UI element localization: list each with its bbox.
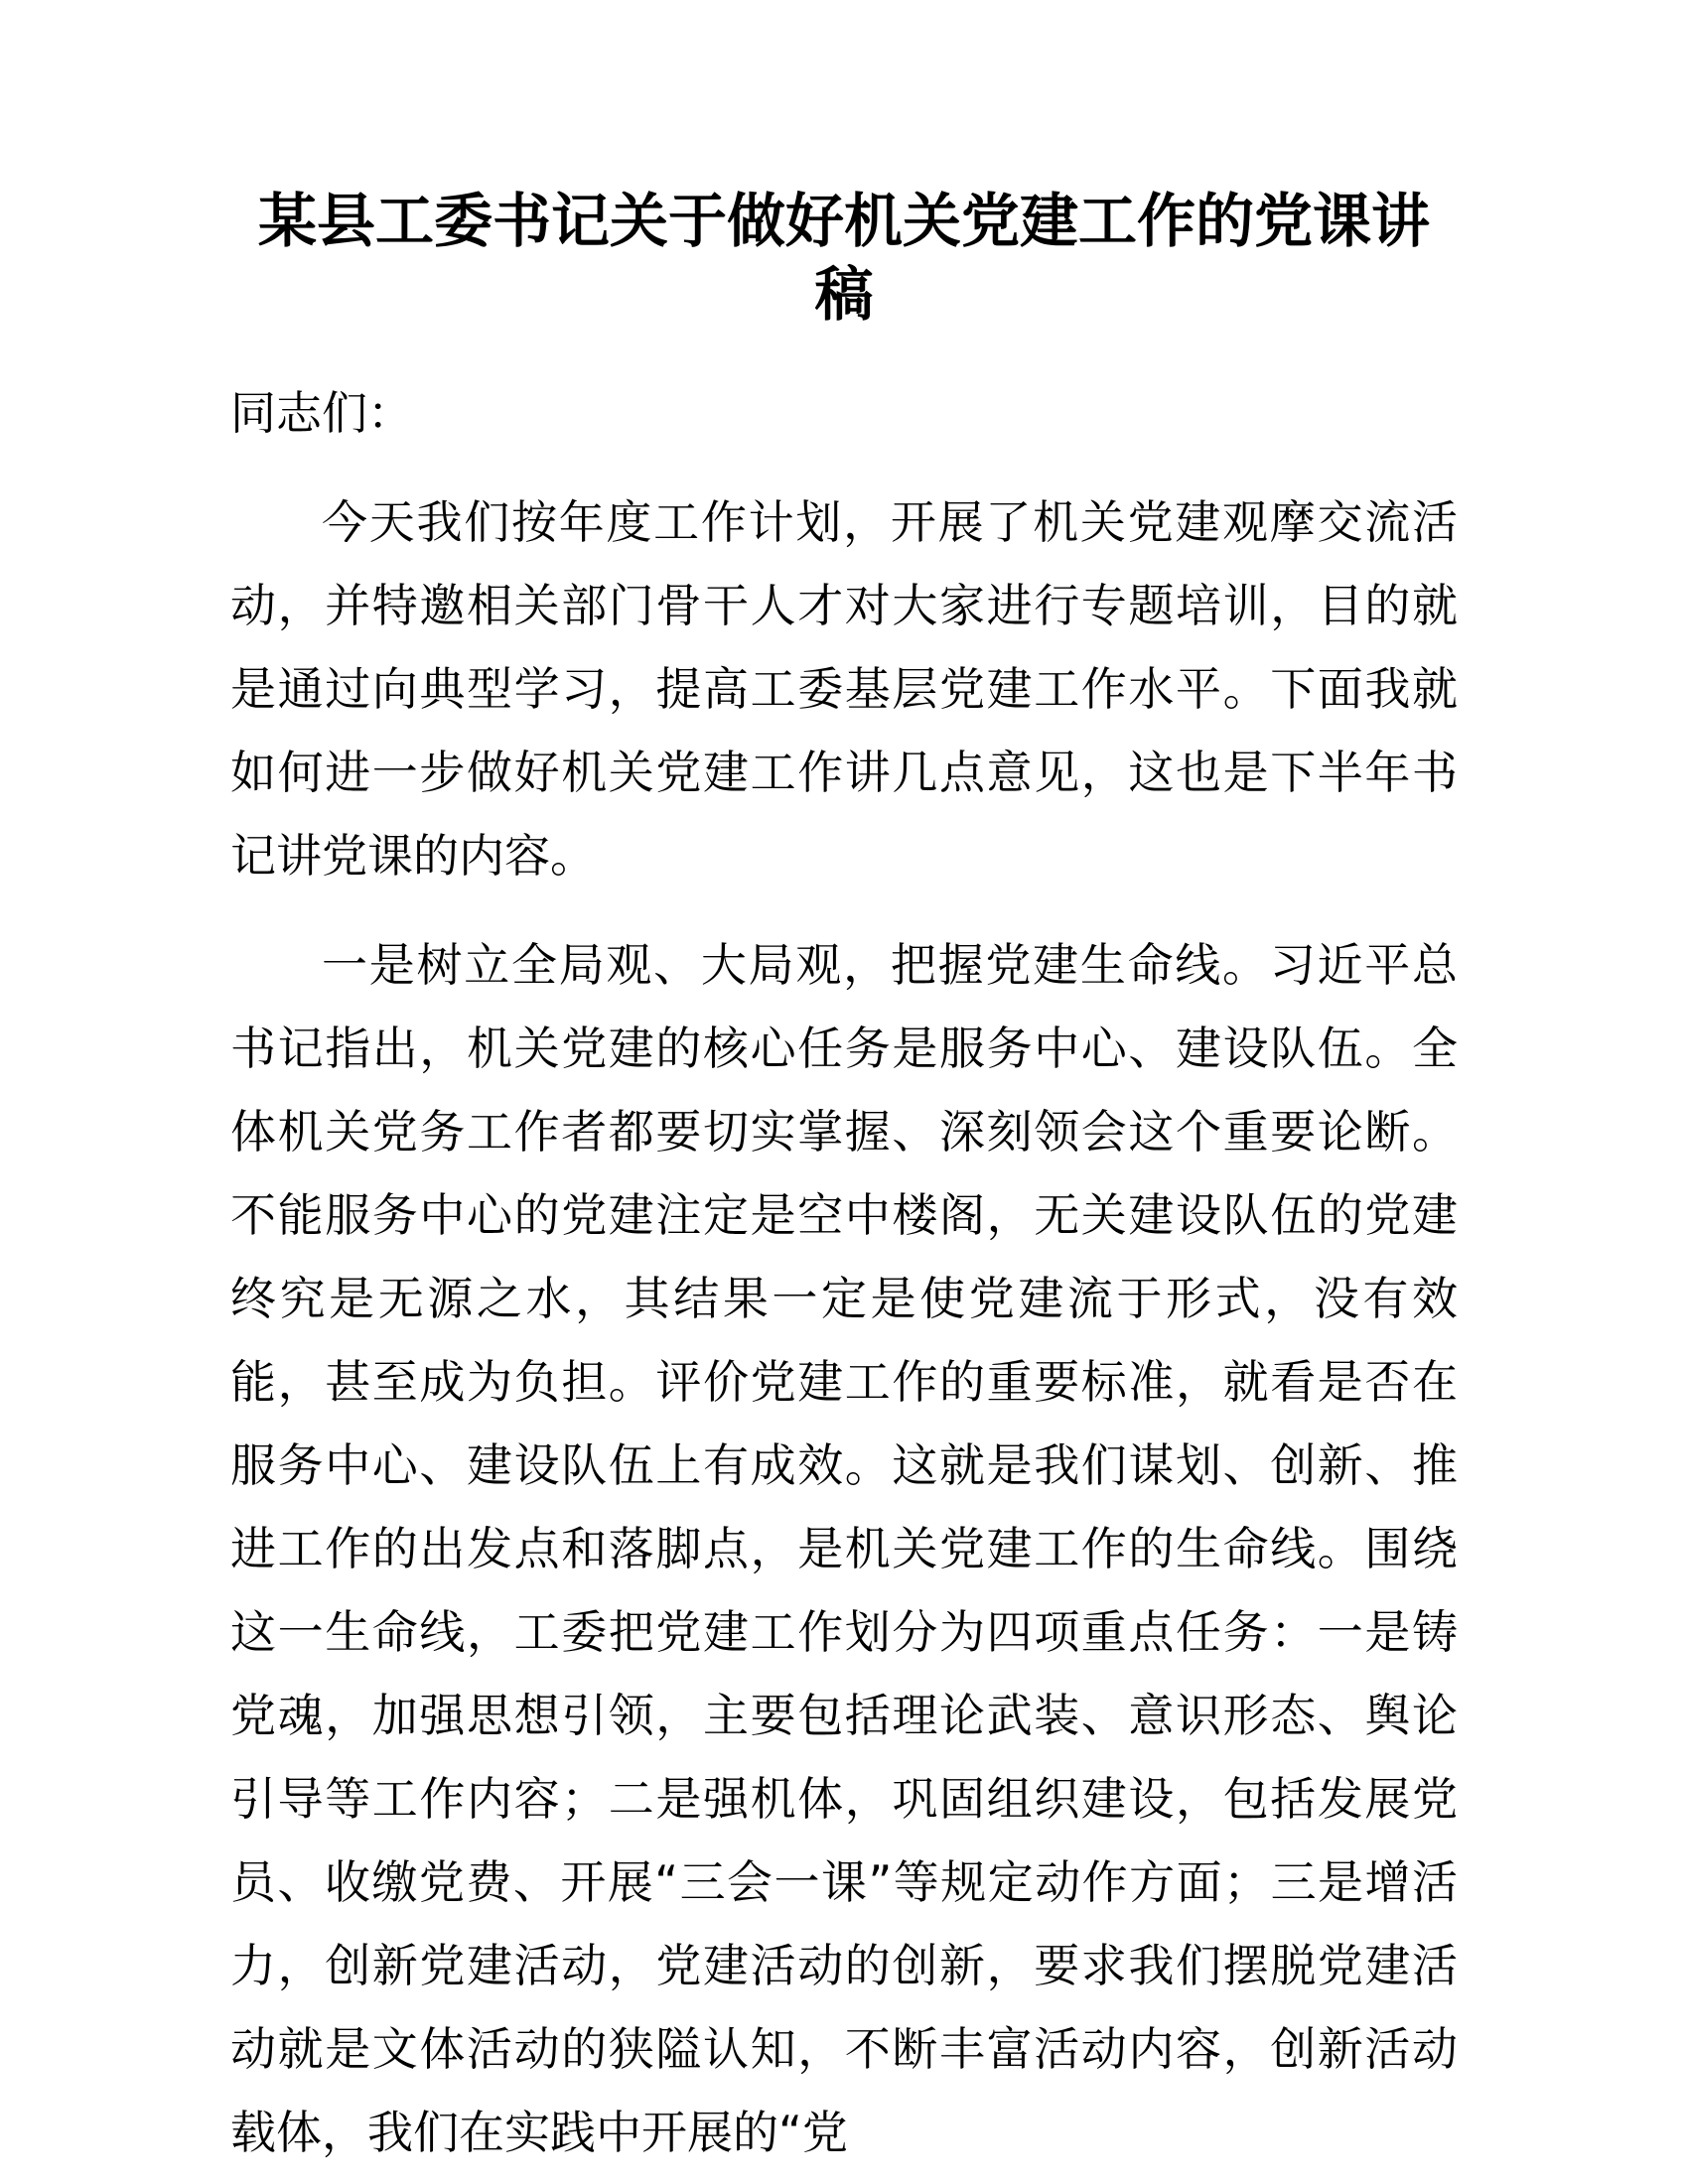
- page-title: 某县工委书记关于做好机关党建工作的党课讲稿: [257, 187, 1430, 329]
- paragraph-1: 今天我们按年度工作计划，开展了机关党建观摩交流活动，并特邀相关部门骨干人才对大家进行专题培训，目的就是通过向典型学习，提高工委基层党建工作水平。下面我就如何进一步做好机关党建工作讲几点意见，这也是下半年书记讲党课的内容。: [230, 495, 1458, 883]
- salutation-line: 同志们：: [230, 386, 413, 440]
- document-body: [230, 0, 1458, 2174]
- paragraph-2: 一是树立全局观、大局观，把握党建生命线。习近平总书记指出，机关党建的核心任务是服务中心、建设队伍。全体机关党务工作者都要切实掌握、深刻领会这个重要论断。不能服务中心的党建注定是空中楼阁，无关建设队伍的党建终究是无源之水，其结果一定是使党建流于形式，没有效能，甚至成为负担。评价党建工作的重要标准，就看是否在服务中心、建设队伍上有成效。这就是我们谋划、创新、推进工作的出发点和落脚点，是机关党建工作的生命线。围绕这一生命线，工委把党建工作划分为四项重点任务：一是铸党魂，加强思想引领，主要包括理论武装、意识形态、舆论引导等工作内容；二是强机体，巩固组织建设，包括发展党员、收缴党费、开展“三会一课”等规定动作方面；三是增活力，创新党建活动，党建活动的创新，要求我们摆脱党建活动就是文体活动的狭隘认知，不断丰富活动内容，创新活动载体，我们在实践中开展的“党: [230, 938, 1458, 2159]
